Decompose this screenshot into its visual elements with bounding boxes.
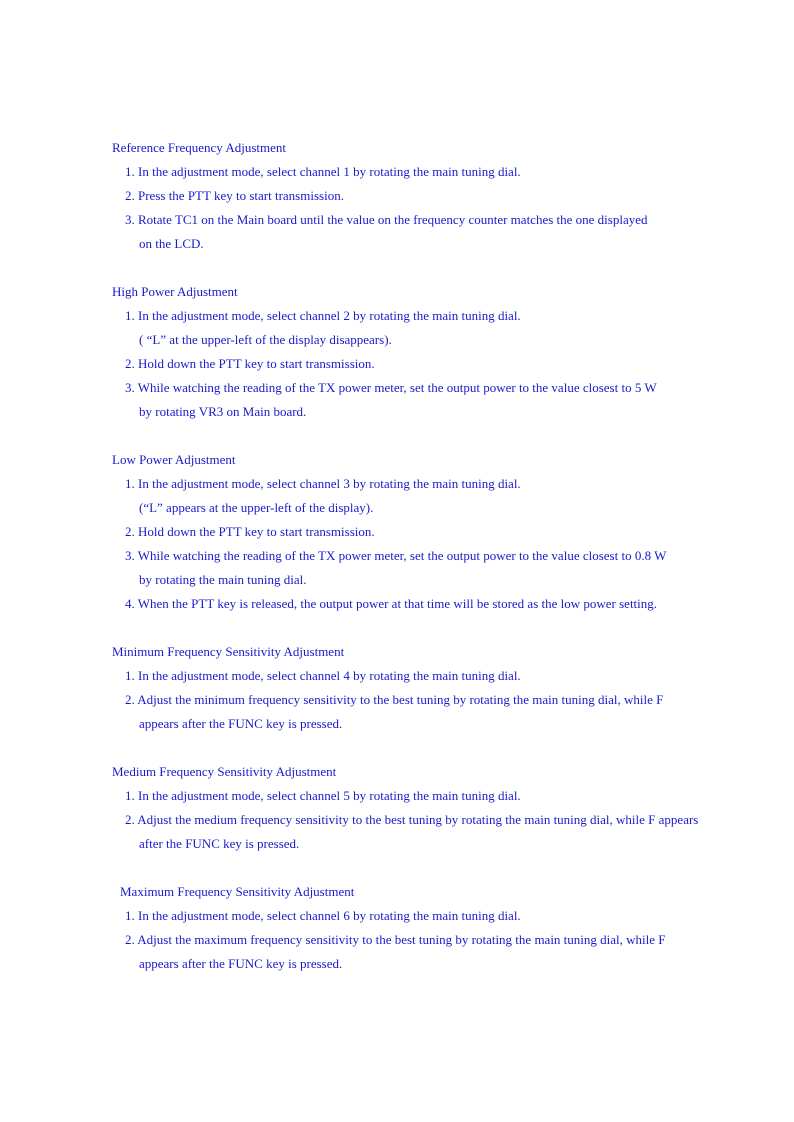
step-line: 1. In the adjustment mode, select channel 6 by rotating the main tuning dial. bbox=[125, 908, 521, 923]
section-heading: Low Power Adjustment bbox=[112, 452, 236, 467]
step-continuation: appears after the FUNC key is pressed. bbox=[139, 716, 343, 731]
section-heading: Minimum Frequency Sensitivity Adjustment bbox=[112, 644, 345, 659]
step-line: 2. Press the PTT key to start transmission. bbox=[125, 188, 344, 203]
step-line: 2. Adjust the medium frequency sensitivity to the best tuning by rotating the main tuning dial, while F appears bbox=[125, 812, 699, 827]
step-line: 3. While watching the reading of the TX power meter, set the output power to the value closest to 5 W bbox=[125, 380, 657, 395]
step-line: 2. Hold down the PTT key to start transmission. bbox=[125, 356, 375, 371]
step-line: 2. Adjust the minimum frequency sensitivity to the best tuning by rotating the main tuning dial, while F bbox=[125, 692, 664, 707]
section-heading: Reference Frequency Adjustment bbox=[112, 140, 286, 155]
step-line: 3. Rotate TC1 on the Main board until the value on the frequency counter matches the one displayed bbox=[125, 212, 648, 227]
step-continuation: by rotating the main tuning dial. bbox=[139, 572, 307, 587]
step-continuation: on the LCD. bbox=[139, 236, 204, 251]
step-continuation: (“L” appears at the upper-left of the display). bbox=[139, 500, 374, 515]
step-line: 1. In the adjustment mode, select channel 5 by rotating the main tuning dial. bbox=[125, 788, 521, 803]
step-line: 1. In the adjustment mode, select channel 1 by rotating the main tuning dial. bbox=[125, 164, 521, 179]
step-line: 4. When the PTT key is released, the output power at that time will be stored as the low power setting. bbox=[125, 596, 658, 611]
step-line: 1. In the adjustment mode, select channel 2 by rotating the main tuning dial. bbox=[125, 308, 521, 323]
step-line: 1. In the adjustment mode, select channel 4 by rotating the main tuning dial. bbox=[125, 668, 521, 683]
step-line: 1. In the adjustment mode, select channel 3 by rotating the main tuning dial. bbox=[125, 476, 521, 491]
step-continuation: appears after the FUNC key is pressed. bbox=[139, 956, 343, 971]
step-continuation: ( “L” at the upper-left of the display disappears). bbox=[139, 332, 392, 347]
step-line: 3. While watching the reading of the TX power meter, set the output power to the value closest to 0.8 W bbox=[125, 548, 667, 563]
step-line: 2. Adjust the maximum frequency sensitivity to the best tuning by rotating the main tuning dial, while F bbox=[125, 932, 666, 947]
step-line: 2. Hold down the PTT key to start transmission. bbox=[125, 524, 375, 539]
step-continuation: after the FUNC key is pressed. bbox=[139, 836, 300, 851]
step-continuation: by rotating VR3 on Main board. bbox=[139, 404, 307, 419]
section-heading: High Power Adjustment bbox=[112, 284, 238, 299]
section-heading: Medium Frequency Sensitivity Adjustment bbox=[112, 764, 337, 779]
section-heading: Maximum Frequency Sensitivity Adjustment bbox=[120, 884, 355, 899]
